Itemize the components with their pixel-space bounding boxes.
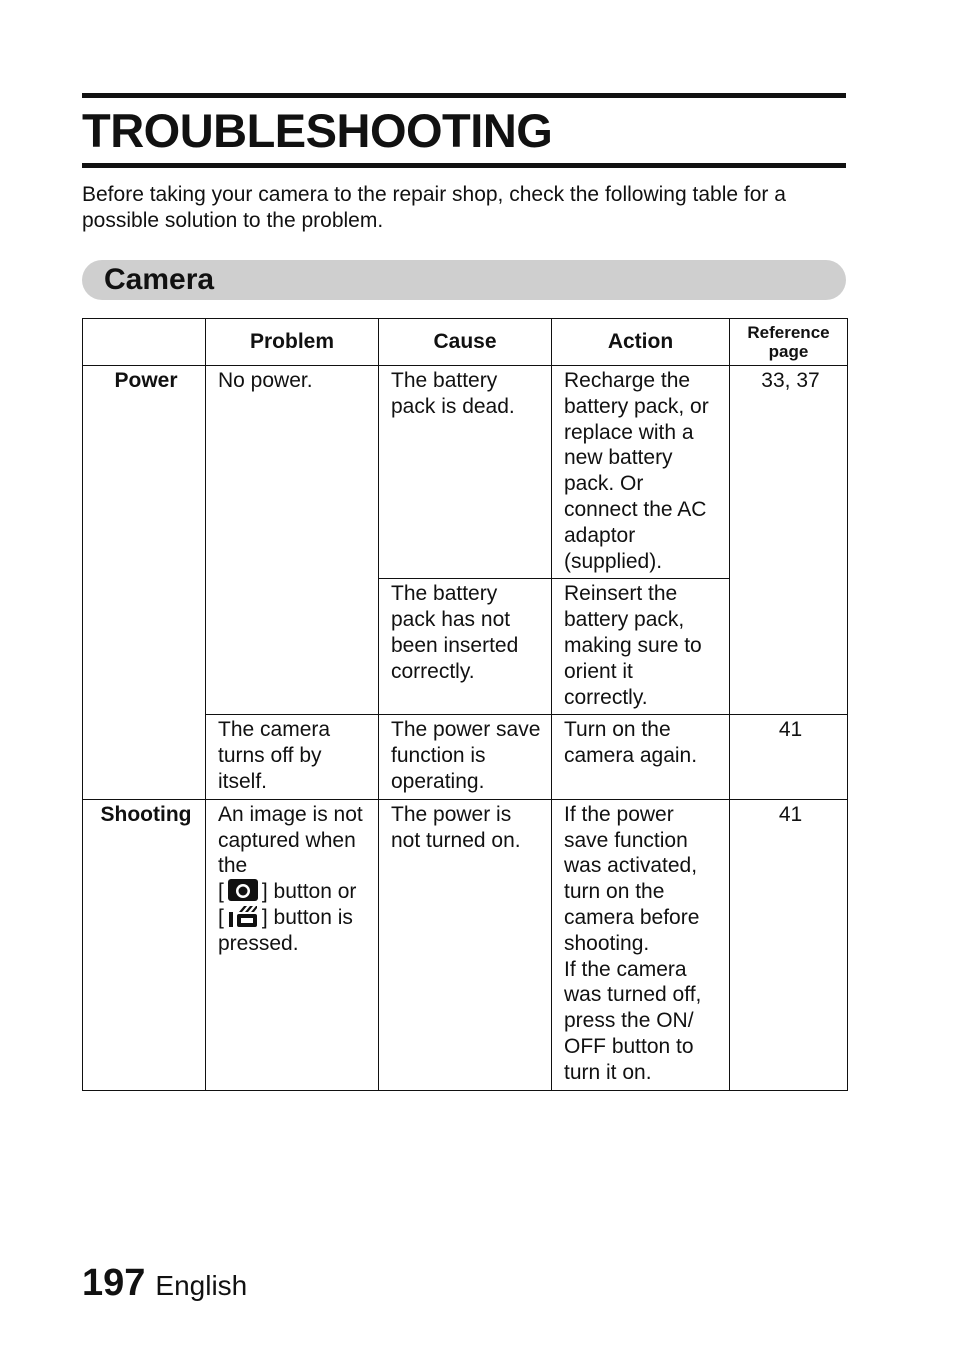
problem-text-mid: ] button or [261, 880, 357, 904]
table-header-row [83, 319, 848, 366]
page-title: TROUBLESHOOTING [82, 104, 553, 157]
cause-cell: The battery pack is dead. [379, 366, 552, 579]
reference-cell: 33, 37 [730, 366, 848, 715]
category-power: Power [83, 366, 206, 800]
cause-cell: The power is not turned on. [379, 799, 552, 1090]
bracket-open: [ [218, 880, 224, 904]
intro-text: Before taking your camera to the repair shop, check the following table for a possible solution to the problem. [82, 183, 786, 232]
section-title: Camera [104, 263, 215, 296]
reference-cell: 41 [730, 799, 848, 1090]
page-number: 197 [82, 1262, 146, 1304]
movie-camera-icon [228, 905, 258, 927]
problem-text-suffix: ] button is pressed. [218, 905, 353, 955]
page-language: English [155, 1270, 248, 1301]
header-problem: Problem [206, 319, 379, 366]
header-category [83, 319, 206, 366]
action-cell: Turn on the camera again. [552, 715, 730, 799]
title-rule-top [82, 93, 846, 98]
cause-cell: The battery pack has not been inserted correctly. [379, 579, 552, 715]
bracket-open: [ [218, 905, 224, 929]
category-shooting: Shooting [83, 799, 206, 1090]
table-row [83, 366, 848, 579]
manual-page [82, 93, 846, 1091]
camera-icon [228, 879, 258, 901]
reference-cell: 41 [730, 715, 848, 799]
section-heading-camera [82, 260, 846, 300]
action-cell [552, 799, 730, 1090]
header-cause: Cause [379, 319, 552, 366]
action-cell: Reinsert the battery pack, making sure to orient it correctly. [552, 579, 730, 715]
problem-text-prefix: An image is not captured when the [218, 802, 363, 878]
troubleshooting-table [82, 318, 848, 1091]
cause-cell: The power save function is operating. [379, 715, 552, 799]
action-cell: Recharge the battery pack, or replace with a new battery pack. Or connect the AC adaptor (supplied). [552, 366, 730, 579]
problem-cell [206, 799, 379, 1090]
page-footer [82, 1262, 247, 1305]
problem-cell: The camera turns off by itself. [206, 715, 379, 799]
table-row [83, 799, 848, 1090]
action-text-2: If the camera was turned off, press the ON/ OFF button to turn it on. [564, 957, 702, 1084]
header-action: Action [552, 319, 730, 366]
action-text-1: If the power save function was activated, turn on the camera before shooting. [564, 802, 700, 955]
title-rule-bottom [82, 163, 846, 168]
problem-cell: No power. [206, 366, 379, 715]
header-reference: Reference page [730, 319, 848, 366]
